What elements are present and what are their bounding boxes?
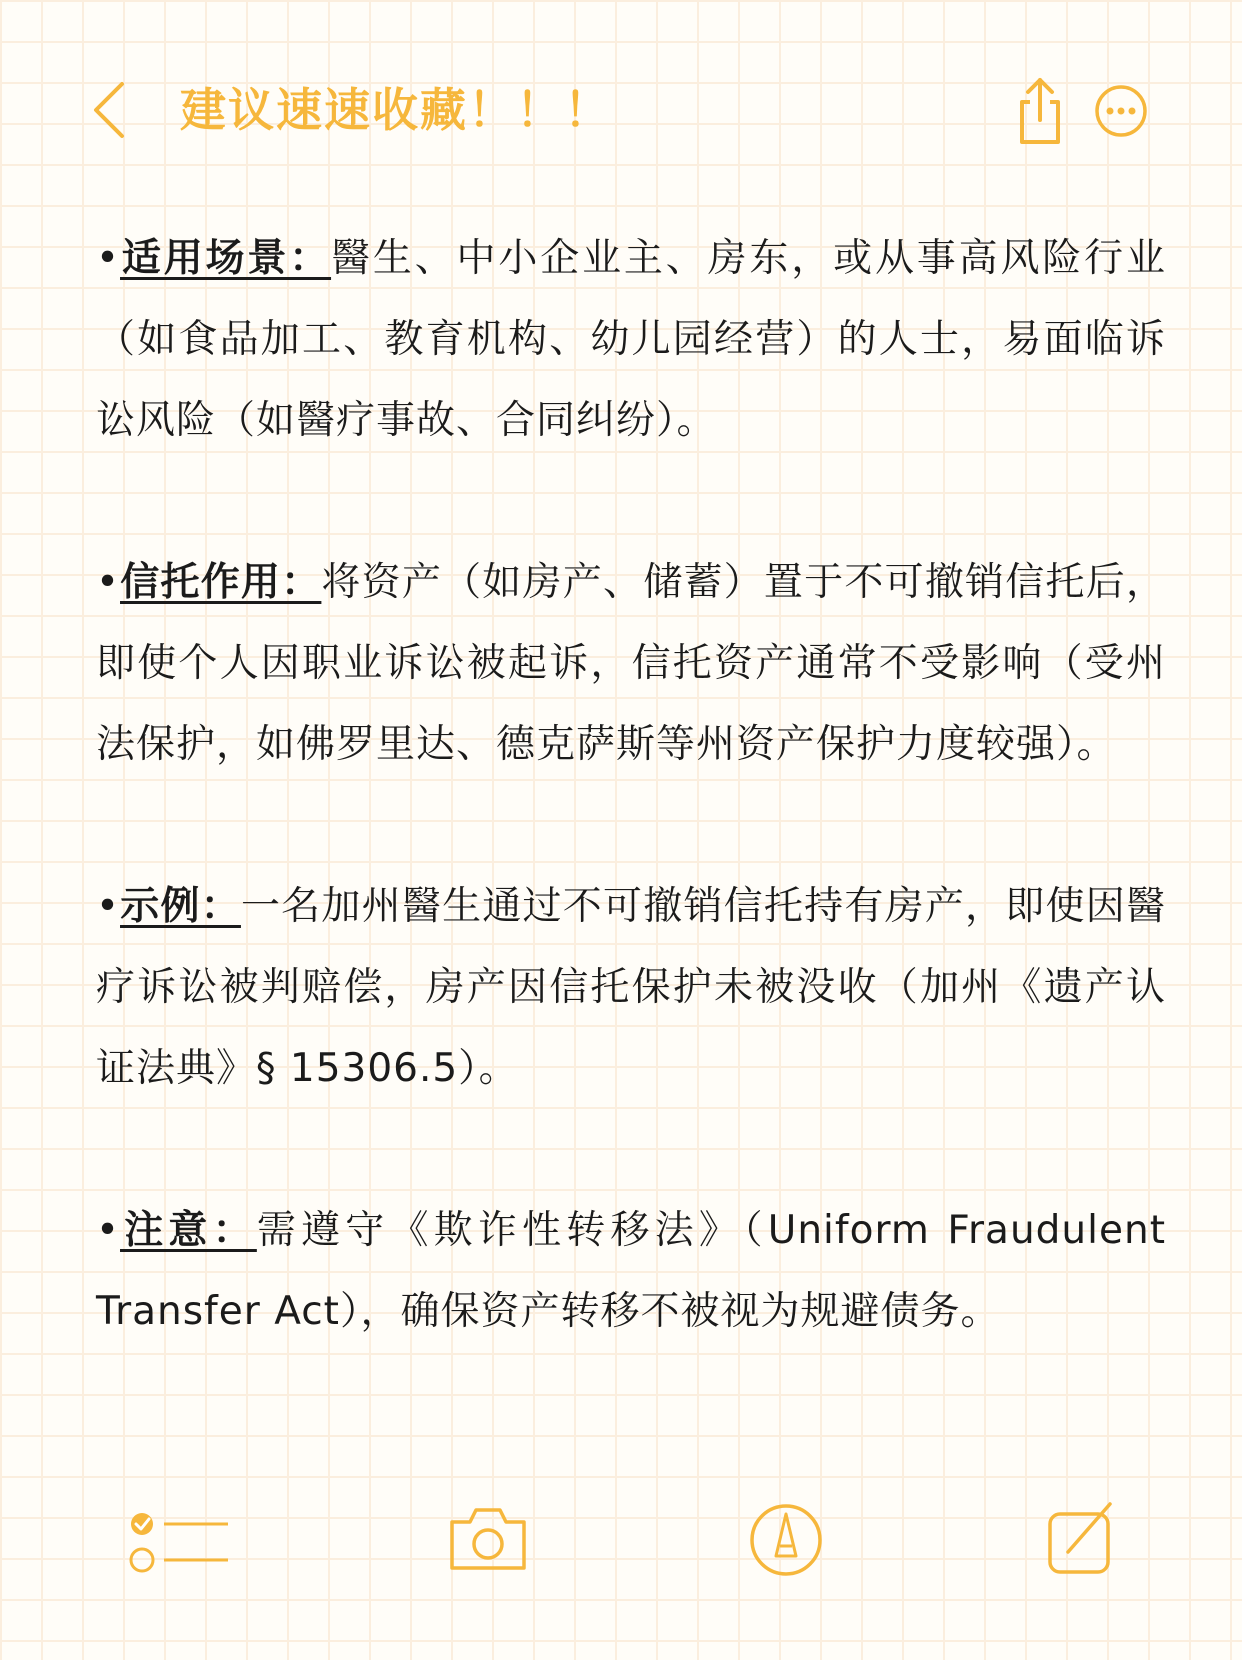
paragraph-label: 信托作用：: [120, 560, 322, 605]
nav-bar: [0, 60, 1242, 160]
camera-icon[interactable]: [446, 1504, 530, 1574]
note-body[interactable]: [96, 218, 1166, 1433]
paragraph-text: 一名加州醫生通过不可撤销信托持有房产，即使因醫疗诉讼被判赔偿，房产因信托保护未被没收（加州《遗产认证法典》§ 15306.5）。: [96, 884, 1166, 1091]
bullet: •: [96, 1208, 121, 1253]
paragraph-label: 注意：: [120, 1208, 257, 1253]
paragraph-text: 需遵守《欺诈性转移法》（Uniform Fraudulent Transfer Act），确保资产转移不被视为规避债务。: [96, 1208, 1166, 1334]
note-title: 建议速速收藏！！！: [180, 83, 612, 137]
pen-markup-icon[interactable]: [748, 1500, 824, 1580]
checklist-icon[interactable]: [128, 1508, 230, 1588]
bullet: •: [96, 884, 121, 929]
paragraph-note: [96, 1190, 1166, 1352]
share-icon[interactable]: [1012, 76, 1068, 146]
compose-icon[interactable]: [1046, 1500, 1116, 1578]
more-icon[interactable]: [1094, 84, 1148, 138]
paragraph-text: 醫生、中小企业主、房东，或从事高风险行业（如食品加工、教育机构、幼儿园经营）的人士，易面临诉讼风险（如醫疗事故、合同纠纷）。: [96, 236, 1166, 443]
paragraph-label: 适用场景：: [120, 236, 332, 281]
paragraph-scenarios: [96, 218, 1166, 461]
bottom-toolbar: [0, 1500, 1242, 1590]
paragraph-trust-function: [96, 542, 1166, 785]
paragraph-text: 将资产（如房产、储蓄）置于不可撤销信托后，即使个人因职业诉讼被起诉，信托资产通常不受影响（受州法保护，如佛罗里达、德克萨斯等州资产保护力度较强）。: [96, 560, 1166, 767]
bullet: •: [96, 560, 121, 605]
chevron-left-icon[interactable]: [88, 78, 132, 142]
paragraph-label: 示例：: [120, 884, 241, 929]
paragraph-example: [96, 866, 1166, 1109]
bullet: •: [96, 236, 121, 281]
